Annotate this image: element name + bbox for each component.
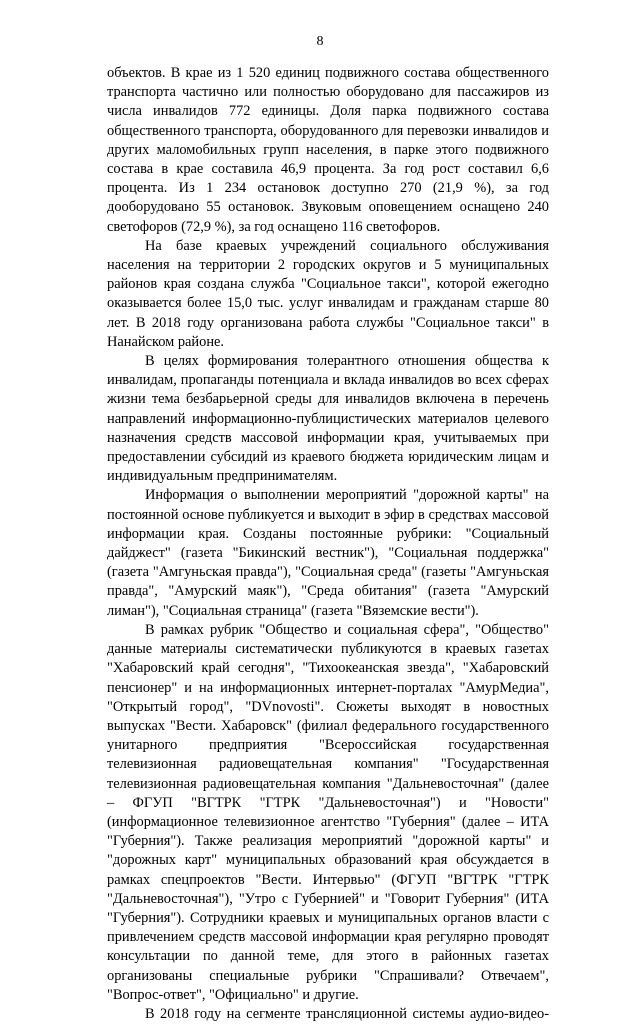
paragraph-transport-accessibility: объектов. В крае из 1 520 единиц подвижного состава общественного транспорта частично или полностью оборудовано для пассажиров из числа инвалидов 772 единицы. Доля парка подвижного состава общественного транспорта, оборудованного для перевозки инвалидов и других маломобильных групп населения, в парке этого подвижного состава в крае составила 46,9 процента. За год рост составил 6,6 процента. Из 1 234 остановок доступно 270 (21,9 %), за год дооборудовано 55 остановок. Звуковым оповещением оснащено 240 светофоров (72,9 %), за год оснащено 116 светофоров. bbox=[107, 65, 549, 235]
paragraph-tolerance-media: В целях формирования толерантного отношения общества к инвалидам, пропаганды потенциала и вклада инвалидов во всех сферах жизни тема безбарьерной среды для инвалидов включена в перечень направлений информационно-публицистических материалов целевого назначения средств массовой информации края, учитываемых при предоставлении субсидий из краевого бюджета юридическим лицам и индивидуальным предпринимателям. bbox=[107, 353, 549, 485]
document-body bbox=[107, 64, 549, 1024]
paragraph-roadmap-publications: Информация о выполнении мероприятий "дорожной карты" на постоянной основе публикуется и выходит в эфир в средствах массовой информации края. Созданы постоянные рубрики: "Социальный дайджест" (газета "Бикинский вестник"), "Социальная поддержка" (газета "Амгуньская правда"), "Социальная среда" (газеты "Амгуньская правда", "Амурский маяк"), "Среда обитания" (газета "Амурский лиман"), "Социальная страница" (газета "Вяземские вести"). bbox=[107, 487, 549, 619]
paragraph-media-rubrics: В рамках рубрик "Общество и социальная сфера", "Общество" данные материалы систематически публикуются в краевых газетах "Хабаровский край сегодня", "Тихоокеанская звезда", "Хабаровский пенсионер" и на информационных интернет-порталах "АмурМедиа", "Открытый город", "DVnovosti". Сюжеты выходят в новостных выпусках "Вести. Хабаровск" (филиал федерального государственного унитарного предприятия "Всероссийская государственная телевизионная радиовещательная компания" "Государственная телевизионная радиовещательная компания "Дальневосточная" (далее – ФГУП "ВГТРК "ГТРК "Дальневосточная") и "Новости" (информационное телевизионное агентство "Губерния" (далее – ИТА "Губерния"). Также реализация мероприятий "дорожной карты" и "дорожных карт" муниципальных образований края обсуждается в рамках спецпроектов "Вести. Интервью" (ФГУП "ВГТРК "ГТРК "Дальневосточная"), "Утро с Губернией" и "Говорит Губерния" (ИТА "Губерния"). Сотрудники краевых и муниципальных органов власти с привлечением средств массовой информации края регулярно проводят консультации по данной теме, для этого в районных газетах организованы специальные рубрики "Спрашивали? Отвечаем", "Вопрос-ответ", "Официально" и другие. bbox=[107, 621, 549, 1003]
page-number: 8 bbox=[316, 34, 324, 49]
paragraph-broadcast-system: В 2018 году на сегменте трансляционной системы аудио-видео- bbox=[145, 1005, 549, 1022]
paragraph-social-taxi: На базе краевых учреждений социального обслуживания населения на территории 2 городских округов и 5 муниципальных районов края создана служба "Социальное такси", которой ежегодно оказывается более 15,0 тыс. услуг инвалидам и гражданам старше 80 лет. В 2018 году организована работа службы "Социальное такси" в Нанайском районе. bbox=[107, 237, 549, 350]
